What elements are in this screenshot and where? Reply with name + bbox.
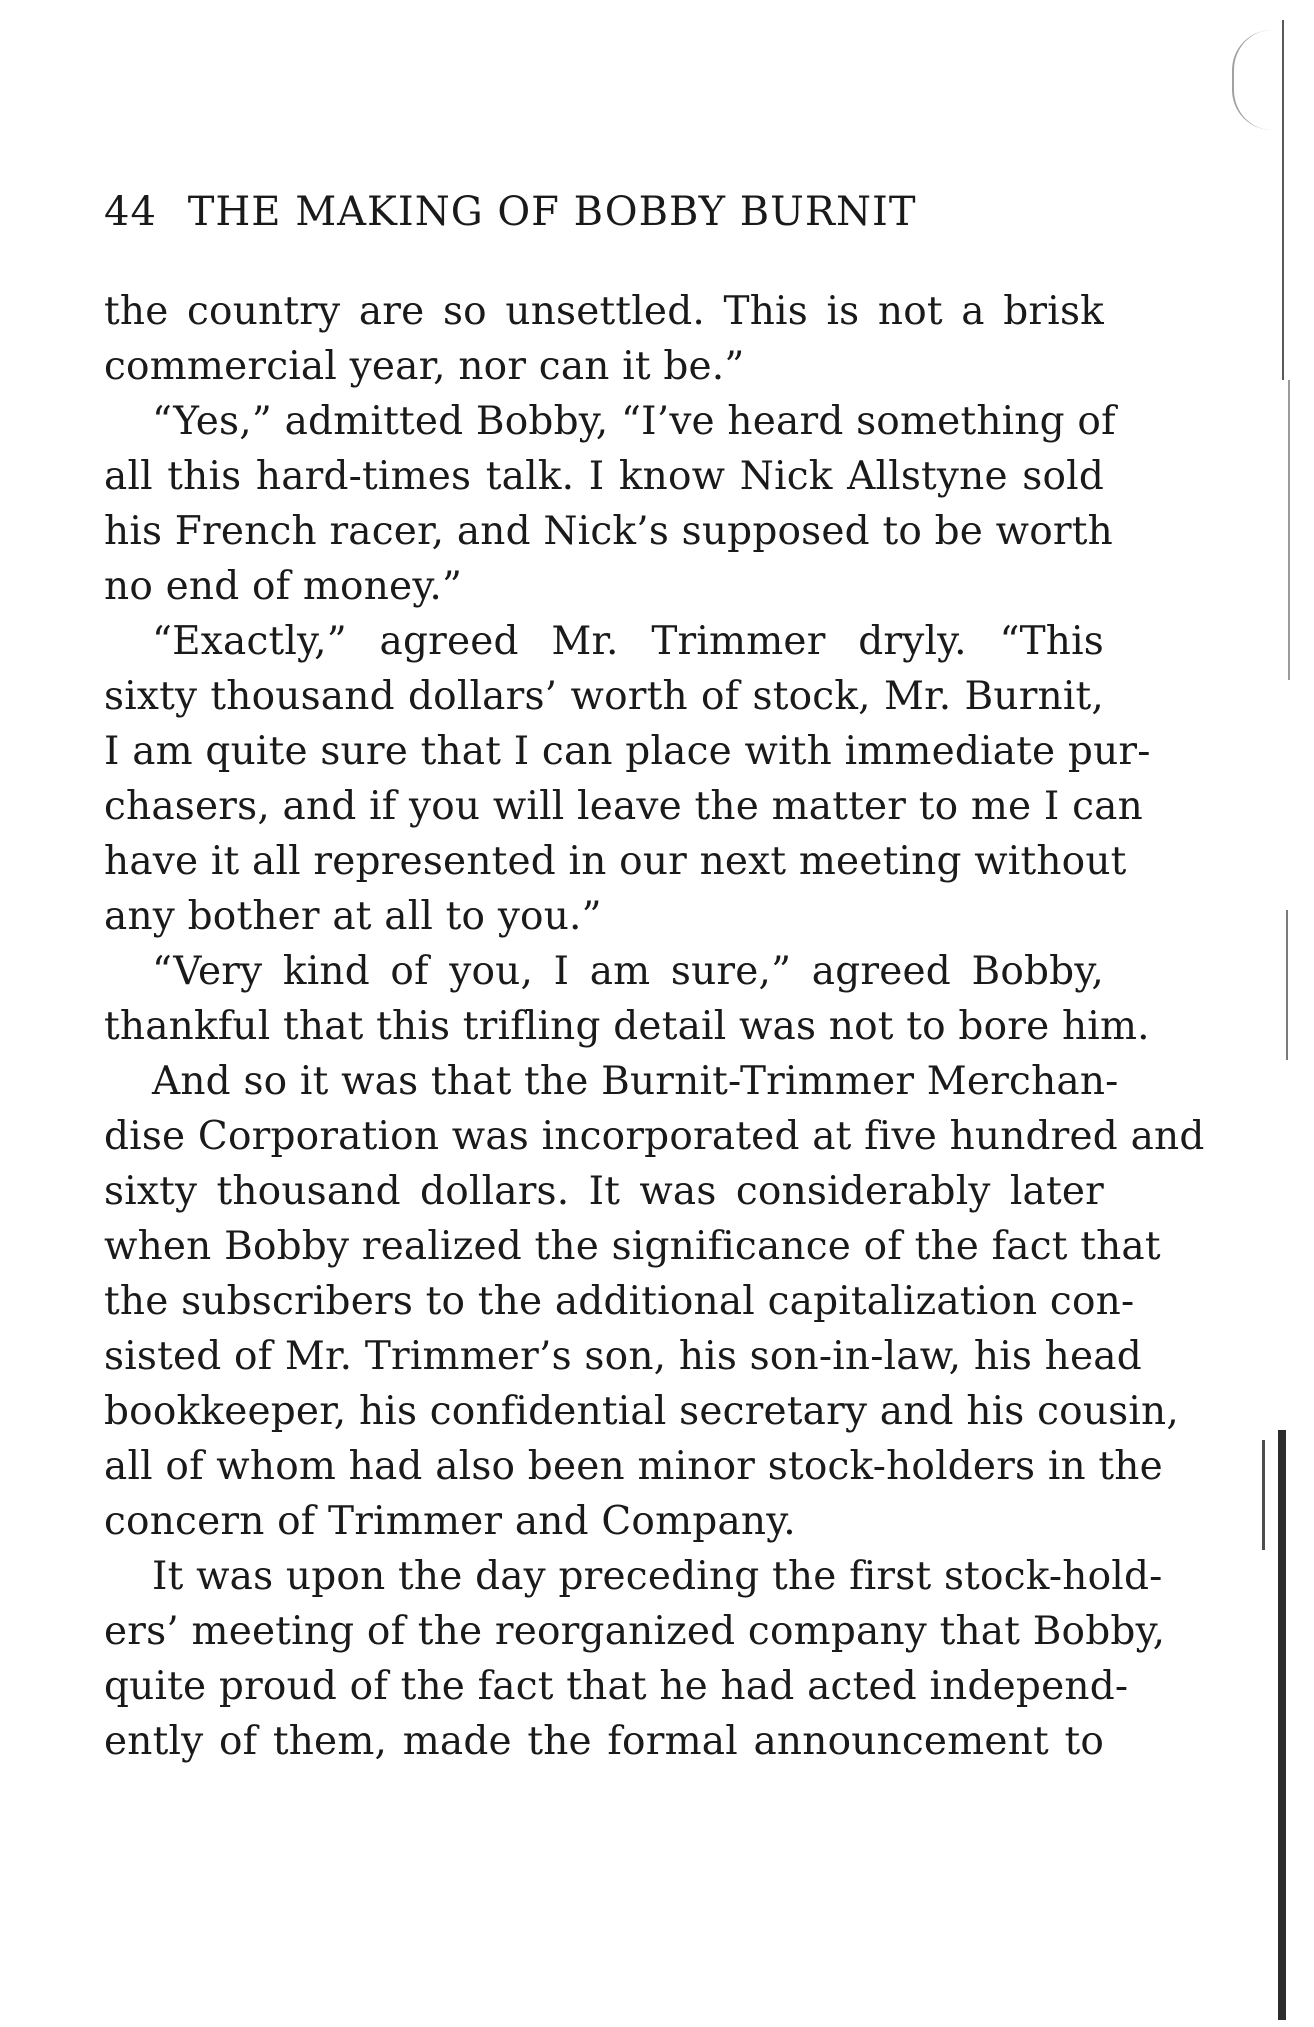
scan-edge-mark (1278, 1430, 1286, 2020)
text-line: bookkeeper, his confidential secretary and his cousin, (104, 1389, 1179, 1434)
text-line: It was upon the day preceding the first stock-hold- (152, 1554, 1163, 1599)
scan-edge-mark (1288, 380, 1290, 680)
text-line: the subscribers to the additional capitalization con- (104, 1279, 1135, 1324)
page-number: 44 (104, 189, 157, 235)
text-line: all this hard-times talk. I know Nick Allstyne sold (104, 454, 1104, 499)
text-line: concern of Trimmer and Company. (104, 1499, 796, 1544)
text-line: ently of them, made the formal announcement to (104, 1719, 1104, 1764)
page-curl-mark (1232, 30, 1274, 130)
text-line: the country are so unsettled. This is not a brisk (104, 289, 1104, 334)
text-line: ers’ meeting of the reorganized company that Bobby, (104, 1609, 1166, 1654)
text-line: any bother at all to you.” (104, 894, 602, 939)
text-line: when Bobby realized the significance of the fact that (104, 1224, 1161, 1269)
text-line: quite proud of the fact that he had acted independ- (104, 1664, 1129, 1709)
text-line: all of whom had also been minor stock-holders in the (104, 1444, 1163, 1489)
running-header (104, 188, 1104, 236)
text-line: sisted of Mr. Trimmer’s son, his son-in-law, his head (104, 1334, 1142, 1379)
text-line: dise Corporation was incorporated at five hundred and (104, 1114, 1205, 1159)
text-line: sixty thousand dollars’ worth of stock, Mr. Burnit, (104, 674, 1104, 719)
text-line: chasers, and if you will leave the matter to me I can (104, 784, 1143, 829)
text-line: his French racer, and Nick’s supposed to be worth (104, 509, 1113, 554)
text-line: have it all represented in our next meeting without (104, 839, 1127, 884)
scan-edge-mark (1262, 1440, 1265, 1550)
scan-edge-mark (1286, 910, 1288, 1060)
text-line: “Yes,” admitted Bobby, “I’ve heard something of (152, 399, 1116, 444)
text-line: sixty thousand dollars. It was considerably later (104, 1169, 1104, 1214)
text-line: And so it was that the Burnit-Trimmer Merchan- (152, 1059, 1119, 1104)
text-line: no end of money.” (104, 564, 463, 609)
text-line: “Very kind of you, I am sure,” agreed Bobby, (152, 949, 1104, 994)
text-line: thankful that this trifling detail was not to bore him. (104, 1004, 1150, 1049)
body-text (104, 284, 1205, 1769)
text-line: commercial year, nor can it be.” (104, 344, 745, 389)
text-line: I am quite sure that I can place with immediate pur- (104, 729, 1151, 774)
running-title: THE MAKING OF BOBBY BURNIT (187, 189, 917, 235)
scan-edge-mark (1282, 20, 1284, 380)
text-line: “Exactly,” agreed Mr. Trimmer dryly. “This (152, 619, 1104, 664)
